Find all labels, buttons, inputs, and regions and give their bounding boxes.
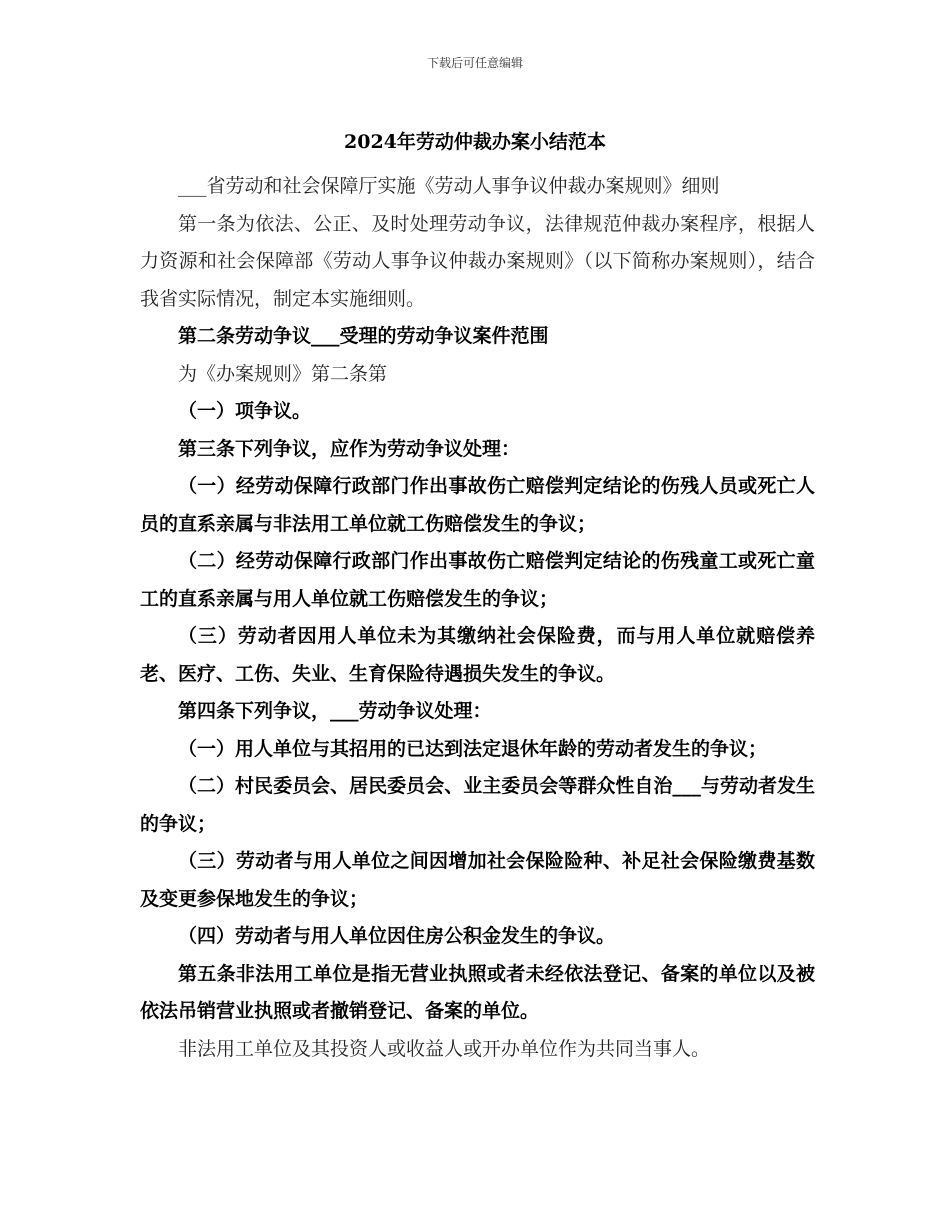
- document-title: 2024年劳动仲裁办案小结范本: [344, 131, 606, 153]
- paragraph: （三）劳动者因用人单位未为其缴纳社会保险费，而与用人单位就赔偿养老、医疗、工伤、失业、生育保险待遇损失发生的争议。: [140, 625, 815, 685]
- paragraph: （一）经劳动保障行政部门作出事故伤亡赔偿判定结论的伤残人员或死亡人员的直系亲属与非法用工单位就工伤赔偿发生的争议；: [140, 475, 815, 535]
- document-body: [140, 168, 815, 1068]
- paragraph: （一）项争议。: [178, 400, 312, 422]
- paragraph: 第三条下列争议，应作为劳动争议处理：: [178, 437, 521, 460]
- paragraph: 第四条下列争议，___劳动争议处理：: [178, 700, 492, 722]
- paragraph: （二）村民委员会、居民委员会、业主委员会等群众性自治___与劳动者发生的争议；: [140, 775, 815, 835]
- paragraph: 非法用工单位及其投资人或收益人或开办单位作为共同当事人。: [178, 1037, 711, 1060]
- paragraph: （二）经劳动保障行政部门作出事故伤亡赔偿判定结论的伤残童工或死亡童工的直系亲属与用人单位就工伤赔偿发生的争议；: [140, 550, 815, 610]
- paragraph: ___省劳动和社会保障厅实施《劳动人事争议仲裁办案规则》细则: [178, 175, 720, 197]
- paragraph: （一）用人单位与其招用的已达到法定退休年龄的劳动者发生的争议；: [178, 737, 768, 760]
- paragraph: 第一条为依法、公正、及时处理劳动争议，法律规范仲裁办案程序，根据人力资源和社会保障部《劳动人事争议仲裁办案规则》（以下简称办案规则），结合我省实际情况，制定本实施细则。: [140, 212, 815, 310]
- paragraph: 第二条劳动争议___受理的劳动争议案件范围: [178, 325, 549, 347]
- header-note: 下载后可任意编辑: [426, 56, 523, 70]
- paragraph: 为《办案规则》第二条第: [178, 362, 388, 385]
- paragraph: （四）劳动者与用人单位因住房公积金发生的争议。: [178, 925, 616, 947]
- paragraph: （三）劳动者与用人单位之间因增加社会保险险种、补足社会保险缴费基数及变更参保地发生的争议；: [140, 850, 815, 910]
- paragraph: 第五条非法用工单位是指无营业执照或者未经依法登记、备案的单位以及被依法吊销营业执照或者撤销登记、备案的单位。: [140, 962, 815, 1022]
